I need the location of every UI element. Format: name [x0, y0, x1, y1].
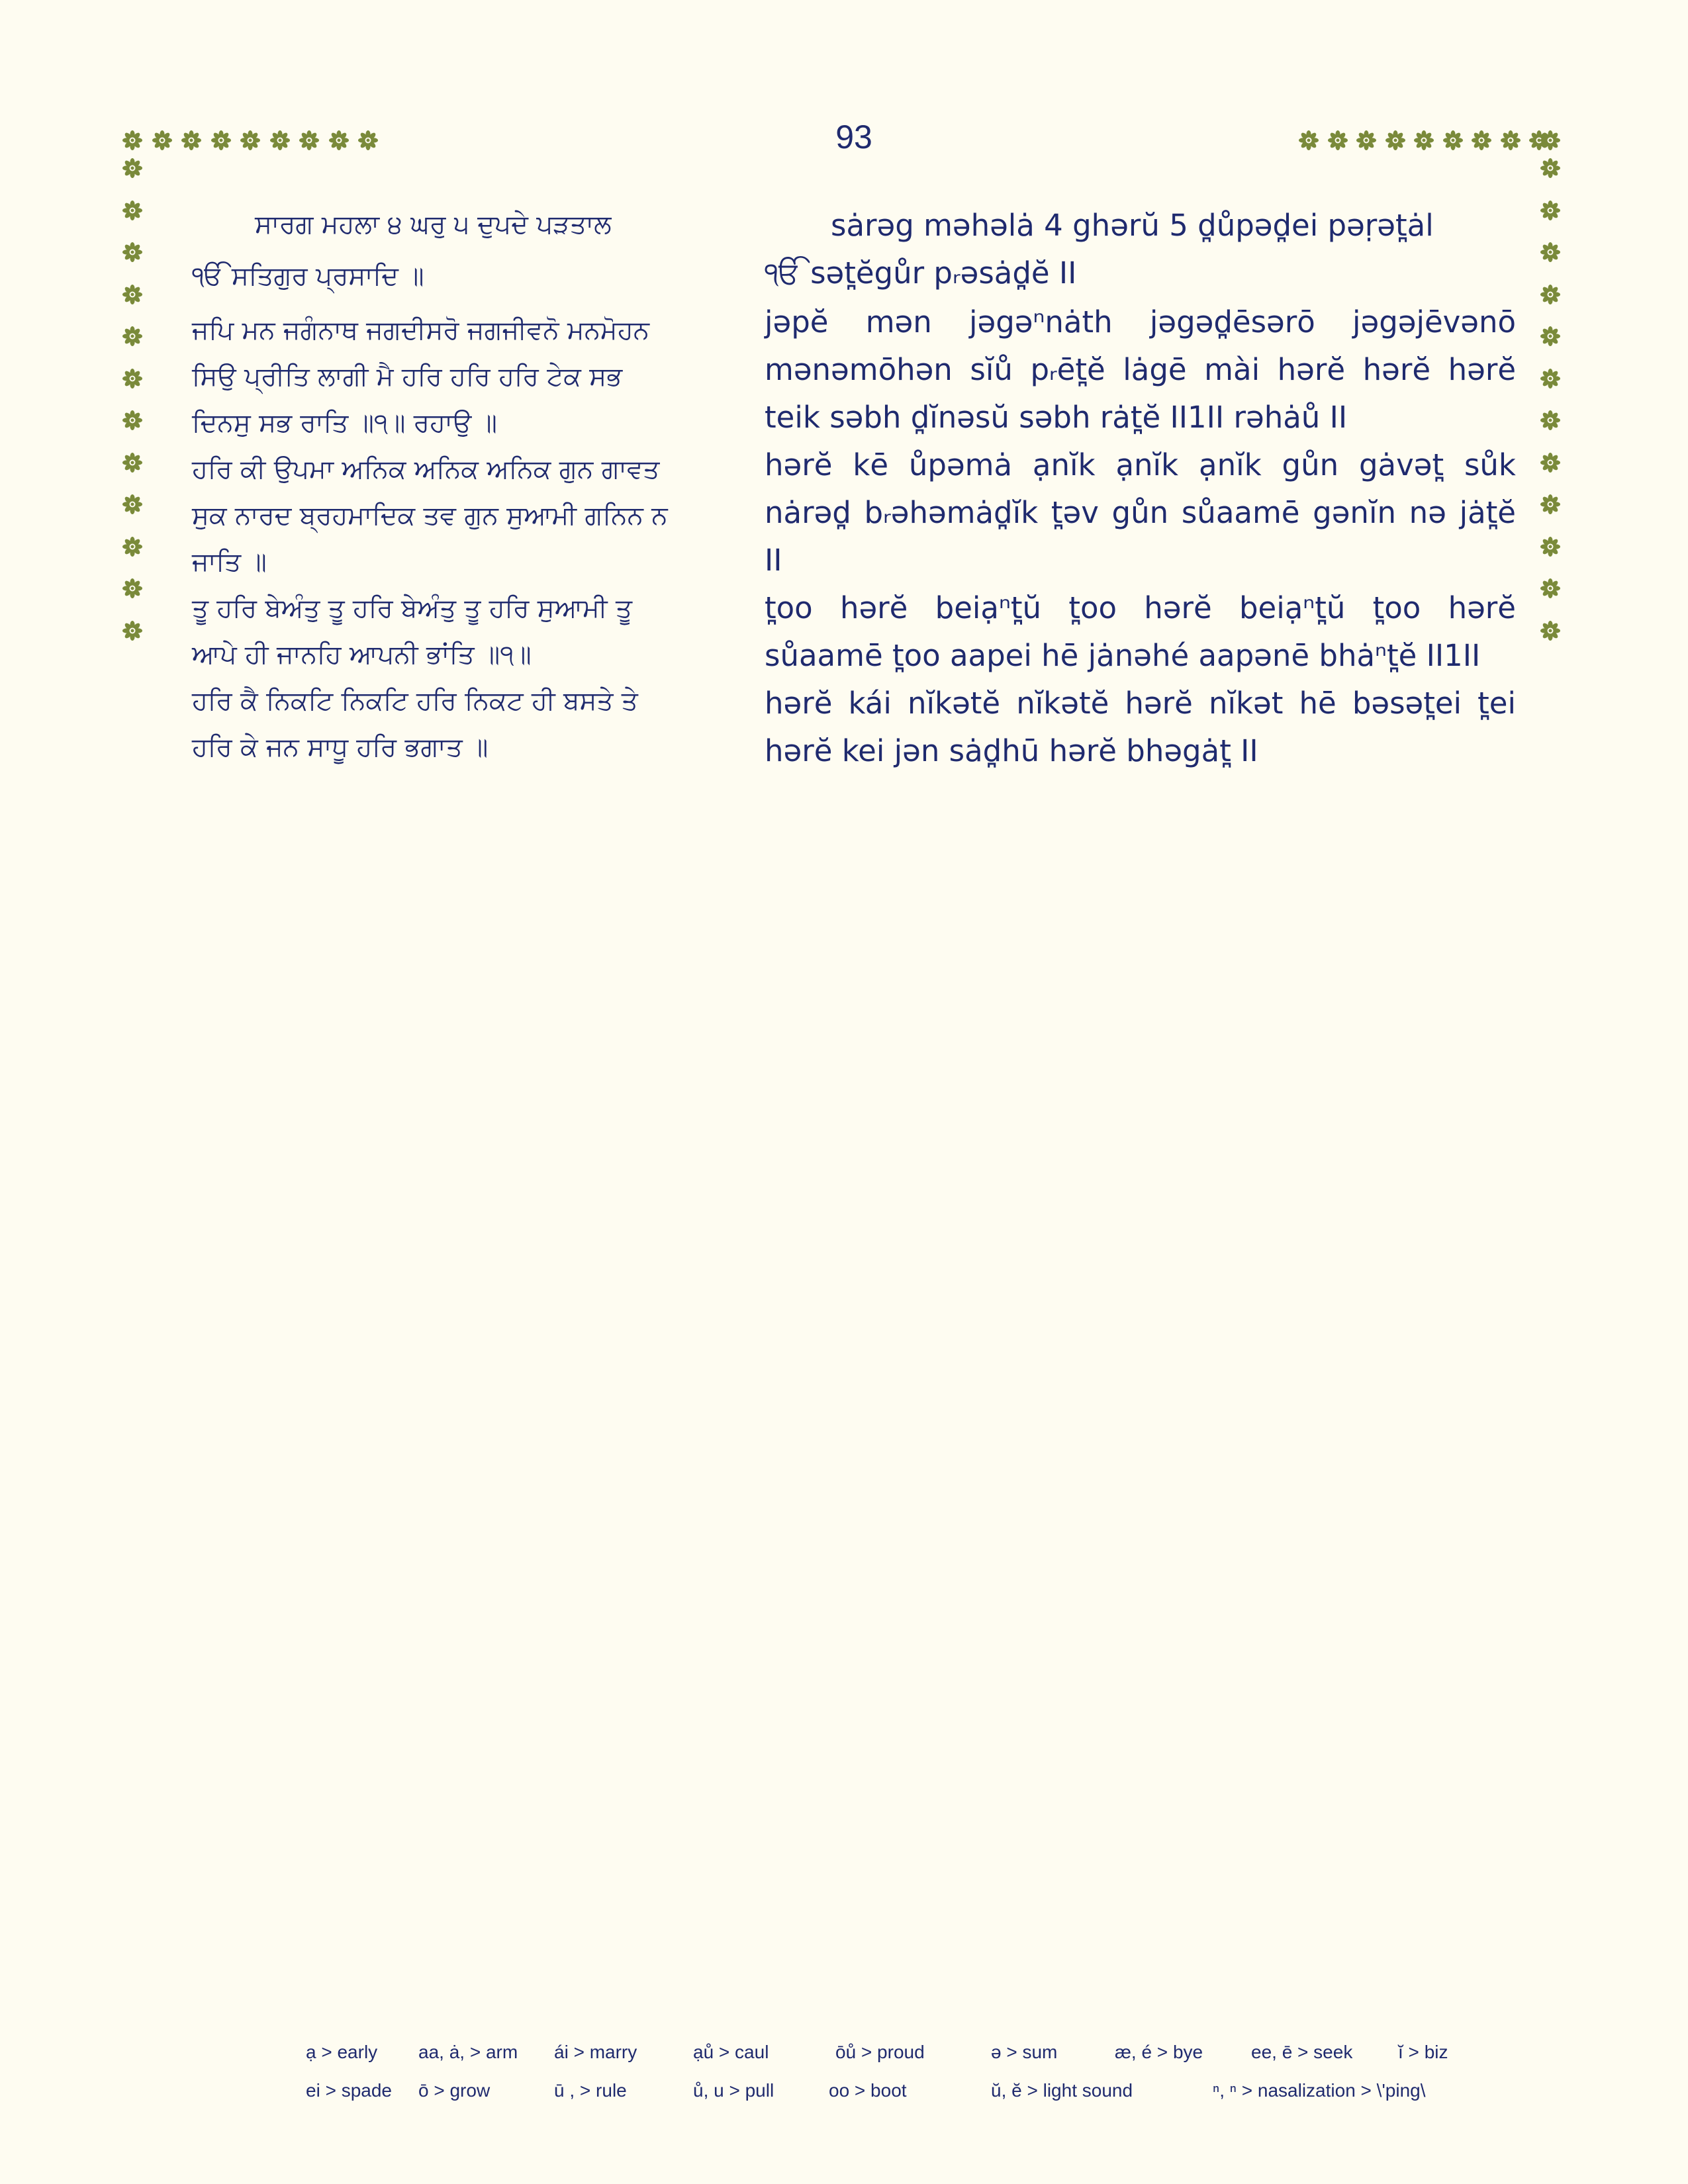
transliteration-stanza: jəpĕ mən jəgəⁿnȧth jəgəd̪ēsərō jəgəjēvənō mənəmōhən sĭů pᵣēt̪ĕ lȧgē mài hərĕ hərĕ hərĕ teik səbh d̪ĭnəsŭ səbh rȧt̪ĕ II1II rəhȧů II	[765, 304, 1516, 435]
flower-icon	[1501, 130, 1521, 150]
gurmukhi-line: ਹਰਿ ਕੇ ਜਨ ਸਾਧੂ ਹਰਿ ਭਗਾਤ ॥	[192, 733, 489, 762]
flower-icon	[1540, 537, 1560, 557]
flower-icon	[122, 242, 142, 262]
flower-icon	[122, 578, 142, 598]
transliteration-column	[765, 202, 1516, 775]
legend-row-2	[306, 2080, 1497, 2118]
gurmukhi-column	[192, 202, 722, 771]
flower-icon	[122, 410, 142, 430]
transliteration-stanza: hərĕ kē ůpəmȧ ạnĭk ạnĭk ạnĭk gůn gȧvət̪ sůk nȧrəd̪ bᵣəhəmȧd̪ĭk t̪əv gůn sůaamē gənĭn nə jȧt̪ĕ II	[765, 447, 1516, 578]
flower-icon	[1540, 201, 1560, 220]
flower-icon	[329, 130, 349, 150]
flower-icon	[1472, 130, 1491, 150]
flower-icon	[1540, 326, 1560, 346]
flower-icon	[299, 130, 319, 150]
flower-icon	[122, 453, 142, 473]
gurmukhi-line: ਹਰਿ ਕੀ ਉਪਮਾ ਅਨਿਕ ਅਨਿਕ ਅਨਿਕ ਗੁਨ ਗਾਵਤ	[192, 455, 660, 484]
flower-icon	[1540, 369, 1560, 388]
transliteration-heading: sȧrəg məhəlȧ 4 ghərŭ 5 d̪ůpəd̪ei pəṛət̪ȧl	[831, 208, 1434, 243]
gurmukhi-heading: ਸਾਰਗ ਮਹਲਾ ੪ ਘਰੁ ੫ ਦੁਪਦੇ ਪੜਤਾਲ	[255, 210, 612, 240]
flower-icon	[122, 537, 142, 557]
flower-icon	[1540, 130, 1560, 150]
flower-icon	[1540, 410, 1560, 430]
legend-item: æ, é > bye	[1115, 2042, 1203, 2062]
flower-icon	[122, 158, 142, 178]
gurmukhi-line: ਤੂ ਹਰਿ ਬੇਅੰਤੁ ਤੂ ਹਰਿ ਬੇਅੰਤੁ ਤੂ ਹਰਿ ਸੁਆਮੀ ਤੂ	[192, 594, 632, 623]
gurmukhi-line: ਜਾਤਿ ॥	[192, 547, 267, 577]
legend-item: ōů > proud	[835, 2042, 925, 2062]
flower-icon	[122, 621, 142, 641]
flower-icon	[1540, 453, 1560, 473]
gurmukhi-line: ਸੁਕ ਨਾਰਦ ਬ੍ਰਹਮਾਦਿਕ ਤਵ ਗੁਨ ਸੁਆਮੀ ਗਨਿਨ ਨ	[192, 501, 668, 531]
flower-icon	[1443, 130, 1463, 150]
flower-icon	[122, 494, 142, 514]
flower-icon	[1540, 285, 1560, 304]
flower-icon	[1540, 494, 1560, 514]
flower-icon	[240, 130, 260, 150]
flower-icon	[152, 130, 172, 150]
transliteration-stanza: hərĕ kái nĭkətĕ nĭkətĕ hərĕ nĭkət hē bəsət̪ei t̪ei hərĕ kei jən sȧd̪hū hərĕ bhəgȧt̪ II	[765, 686, 1516, 768]
gurmukhi-line: ਜਪਿ ਮਨ ਜਗੰਨਾਥ ਜਗਦੀਸਰੋ ਜਗਜੀਵਨੋ ਮਨਮੋਹਨ	[192, 316, 650, 345]
pronunciation-legend	[306, 2042, 1497, 2118]
legend-item: ee, ē > seek	[1251, 2042, 1353, 2062]
legend-item: ái > marry	[554, 2042, 637, 2062]
flower-icon	[1540, 621, 1560, 641]
legend-item: ŭ, ĕ > light sound	[991, 2080, 1133, 2101]
flower-icon	[1540, 158, 1560, 178]
page-number: 93	[835, 118, 872, 156]
legend-item: ạů > caul	[693, 2042, 769, 2062]
legend-item: ū , > rule	[554, 2080, 627, 2101]
legend-item: ů, u > pull	[693, 2080, 774, 2101]
flower-icon	[122, 130, 142, 150]
flower-icon	[181, 130, 201, 150]
flower-icon	[1385, 130, 1405, 150]
flower-icon	[1540, 242, 1560, 262]
flower-icon	[1299, 130, 1319, 150]
flower-icon	[122, 369, 142, 388]
legend-item: ĭ > biz	[1398, 2042, 1448, 2062]
transliteration-mool-mantar: ੴ sət̪ĕgůr pᵣəsȧd̪ĕ II	[765, 255, 1077, 291]
gurmukhi-mool-mantar: ੴ ਸਤਿਗੁਰ ਪ੍ਰਸਾਦਿ ॥	[192, 261, 424, 291]
flower-icon	[1414, 130, 1434, 150]
flower-icon	[270, 130, 290, 150]
flower-icon	[1540, 578, 1560, 598]
flower-icon	[122, 326, 142, 346]
flower-icon	[358, 130, 378, 150]
flower-icon	[122, 285, 142, 304]
legend-item: aa, ȧ, > arm	[418, 2042, 518, 2062]
legend-row-1	[306, 2042, 1497, 2080]
gurmukhi-line: ਦਿਨਸੁ ਸਭ ਰਾਤਿ ॥੧॥ ਰਹਾਉ ॥	[192, 408, 497, 438]
gurmukhi-line: ਹਰਿ ਕੈ ਨਿਕਟਿ ਨਿਕਟਿ ਹਰਿ ਨਿਕਟ ਹੀ ਬਸਤੇ ਤੇ	[192, 686, 638, 716]
legend-item: ⁿ, ⁿ > nasalization > \'ping\	[1213, 2080, 1426, 2101]
legend-item: ə > sum	[991, 2042, 1058, 2062]
transliteration-stanza: t̪oo hərĕ beiạⁿt̪ŭ t̪oo hərĕ beiạⁿt̪ŭ t̪oo hərĕ sůaamē t̪oo aapei hē jȧnəhé aapənē bhȧⁿt̪ĕ II1II	[765, 590, 1516, 673]
legend-item: ei > spade	[306, 2080, 392, 2101]
flower-icon	[211, 130, 231, 150]
flower-icon	[1328, 130, 1348, 150]
gurmukhi-line: ਆਪੇ ਹੀ ਜਾਨਹਿ ਆਪਨੀ ਭਾਂਤਿ ॥੧॥	[192, 640, 532, 670]
legend-item: ō > grow	[418, 2080, 491, 2101]
flower-icon	[122, 201, 142, 220]
gurmukhi-line: ਸਿਉ ਪ੍ਰੀਤਿ ਲਾਗੀ ਮੈ ਹਰਿ ਹਰਿ ਹਰਿ ਟੇਕ ਸਭ	[192, 362, 623, 392]
legend-item: ạ > early	[306, 2042, 378, 2062]
flower-icon	[1356, 130, 1376, 150]
legend-item: oo > boot	[829, 2080, 907, 2101]
